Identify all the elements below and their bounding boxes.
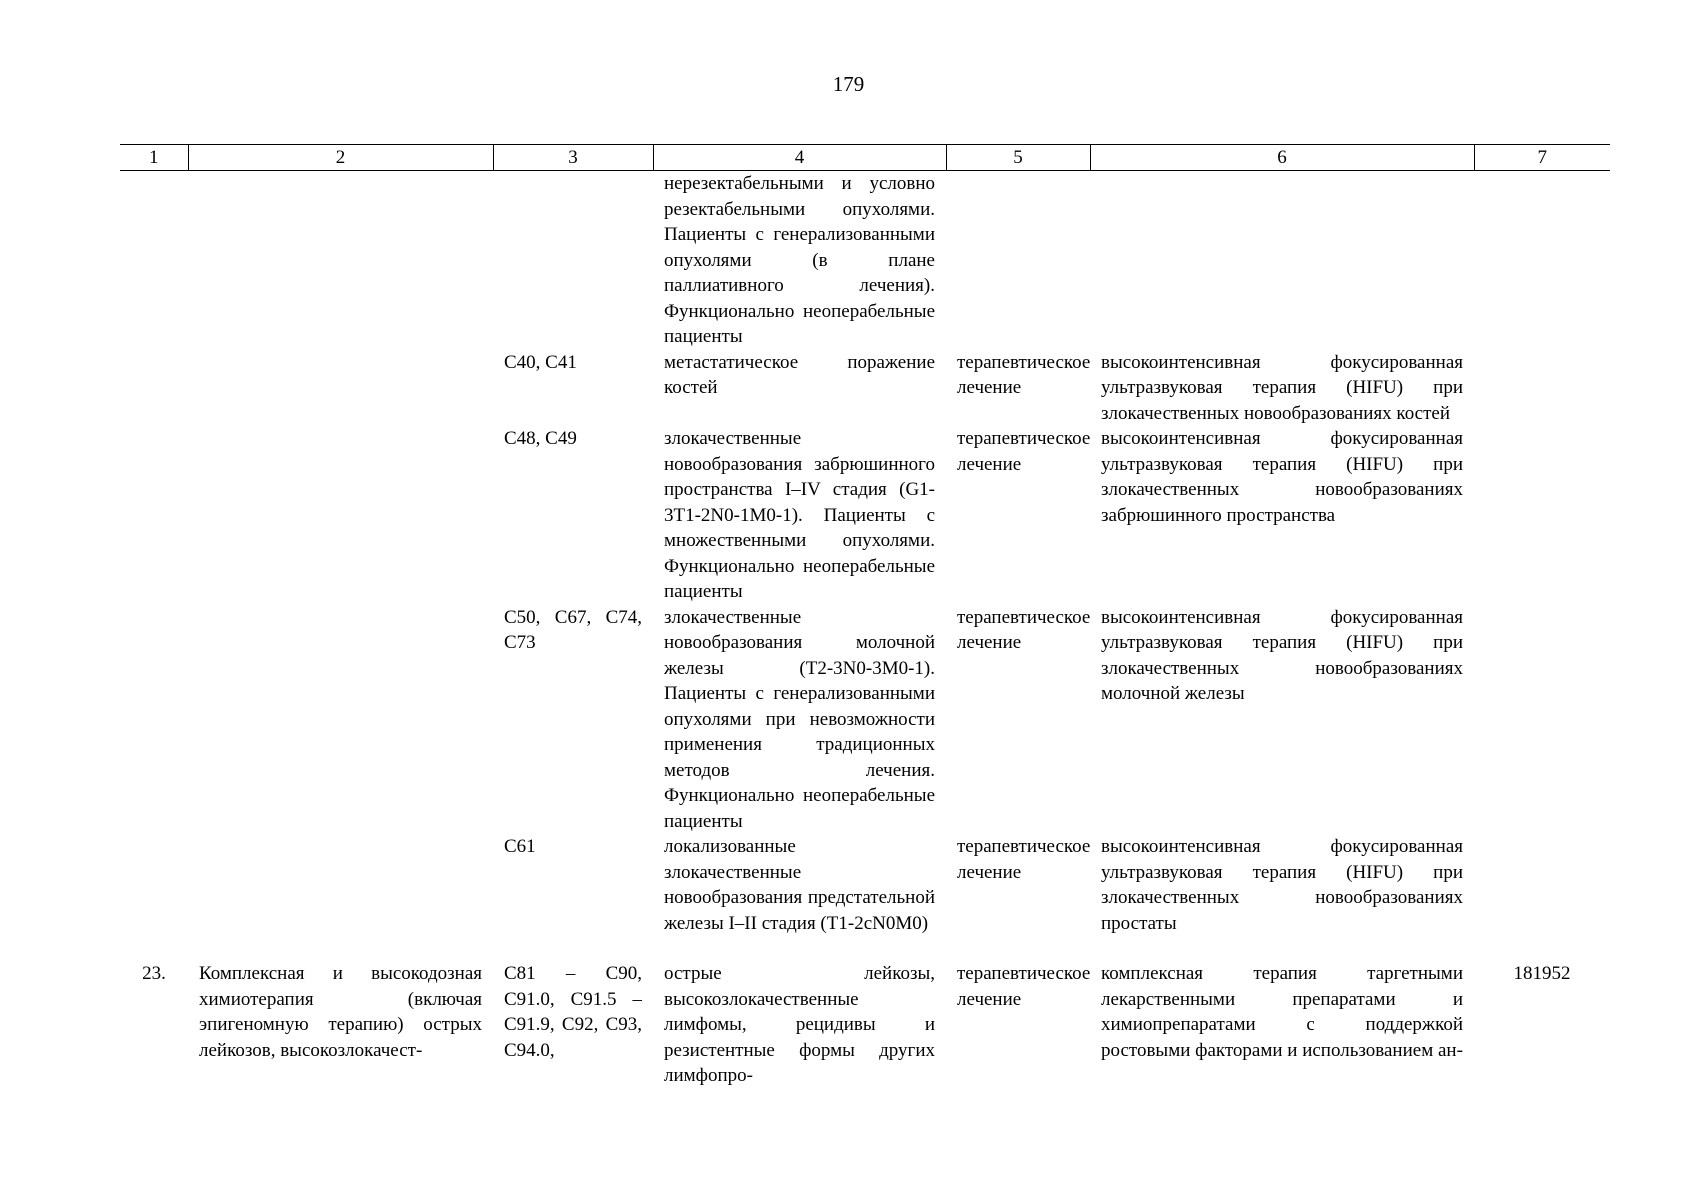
table-header-row (120, 145, 1610, 171)
table-row (120, 936, 1610, 1089)
care-type-name: Комплексная и высокодозная химиотерапия (включая эпигеномную терапию) острых лейкозов, высокозлокачест- (199, 963, 482, 1061)
column-header: 5 (946, 145, 1090, 171)
treatment-type: терапевтическое лечение (957, 351, 1091, 398)
icd-codes: C81 – C90, C91.0, C91.5 – C91.9, C92, C93, C94.0, (504, 963, 642, 1061)
column-header: 2 (188, 145, 493, 171)
cost-standard (1474, 350, 1610, 427)
treatment-method: высокоинтенсивная фокусированная ультразвуковая терапия (HIFU) при злокачественных новообразованиях простаты (1101, 836, 1463, 934)
treatment-type: терапевтическое лечение (957, 836, 1091, 883)
care-type-name (188, 834, 493, 936)
row-number (120, 426, 188, 605)
treatment-type (946, 171, 1090, 350)
care-type-name (188, 605, 493, 835)
patient-model: злокачественные новообразования забрюшинного пространства I–IV стадия (G1-3T1-2N0-1M0-1). Пациенты с множественными опухолями. Функционально неоперабельные пациенты (664, 428, 935, 602)
table-row (120, 171, 1610, 350)
treatment-method: высокоинтенсивная фокусированная ультразвуковая терапия (HIFU) при злокачественных новообразованиях костей (1101, 351, 1463, 424)
cost-standard (1474, 834, 1610, 936)
patient-model: злокачественные новообразования молочной железы (T2-3N0-3M0-1). Пациенты с генерализованными опухолями при невозможности применения традиционных методов лечения. Функционально неоперабельные пациенты (664, 606, 935, 832)
treatment-type: терапевтическое лечение (957, 428, 1091, 475)
row-number (120, 171, 188, 350)
treatment-method: высокоинтенсивная фокусированная ультразвуковая терапия (HIFU) при злокачественных новообразованиях молочной железы (1101, 606, 1463, 704)
patient-model: нерезектабельными и условно резектабельными опухолями. Пациенты с генерализованными опухолями (в плане паллиативного лечения). Функционально неоперабельные пациенты (664, 173, 935, 347)
care-type-name (188, 350, 493, 427)
cost-standard (1474, 605, 1610, 835)
icd-codes (493, 171, 653, 350)
row-number: 23. (142, 963, 166, 984)
column-header: 7 (1474, 145, 1610, 171)
cost-standard (1474, 426, 1610, 605)
medical-care-table (120, 144, 1610, 1089)
page-number: 179 (832, 72, 865, 96)
table-row (120, 426, 1610, 605)
cost-standard: 181952 (1513, 963, 1571, 984)
patient-model: метастатическое поражение костей (664, 351, 935, 398)
cost-standard (1474, 171, 1610, 350)
table-row (120, 350, 1610, 427)
patient-model: острые лейкозы, высокозлокачественные лимфомы, рецидивы и резистентные формы других лимфопро- (664, 963, 935, 1086)
icd-codes: C48, C49 (504, 428, 577, 449)
treatment-method: высокоинтенсивная фокусированная ультразвуковая терапия (HIFU) при злокачественных новообразованиях забрюшинного пространства (1101, 428, 1463, 526)
row-number (120, 834, 188, 936)
treatment-type: терапевтическое лечение (957, 606, 1091, 653)
column-header: 6 (1090, 145, 1474, 171)
column-header: 4 (653, 145, 946, 171)
icd-codes: C40, C41 (504, 351, 577, 373)
icd-codes: C61 (504, 836, 536, 857)
icd-codes: C50, C67, C74, C73 (504, 606, 642, 653)
table-row (120, 834, 1610, 936)
row-number (120, 605, 188, 835)
column-header: 3 (493, 145, 653, 171)
table-row (120, 605, 1610, 835)
care-type-name (188, 171, 493, 350)
care-type-name (188, 426, 493, 605)
row-number (120, 350, 188, 427)
column-header: 1 (120, 145, 188, 171)
treatment-method: комплексная терапия таргетными лекарственными препаратами и химиопрепаратами с поддержкой ростовыми факторами и использованием ан- (1101, 963, 1463, 1061)
patient-model: локализованные злокачественные новообразования предстательной железы I–II стадия (T1-2cN0M0) (664, 836, 935, 934)
treatment-type: терапевтическое лечение (957, 963, 1091, 1010)
treatment-method (1090, 171, 1474, 350)
